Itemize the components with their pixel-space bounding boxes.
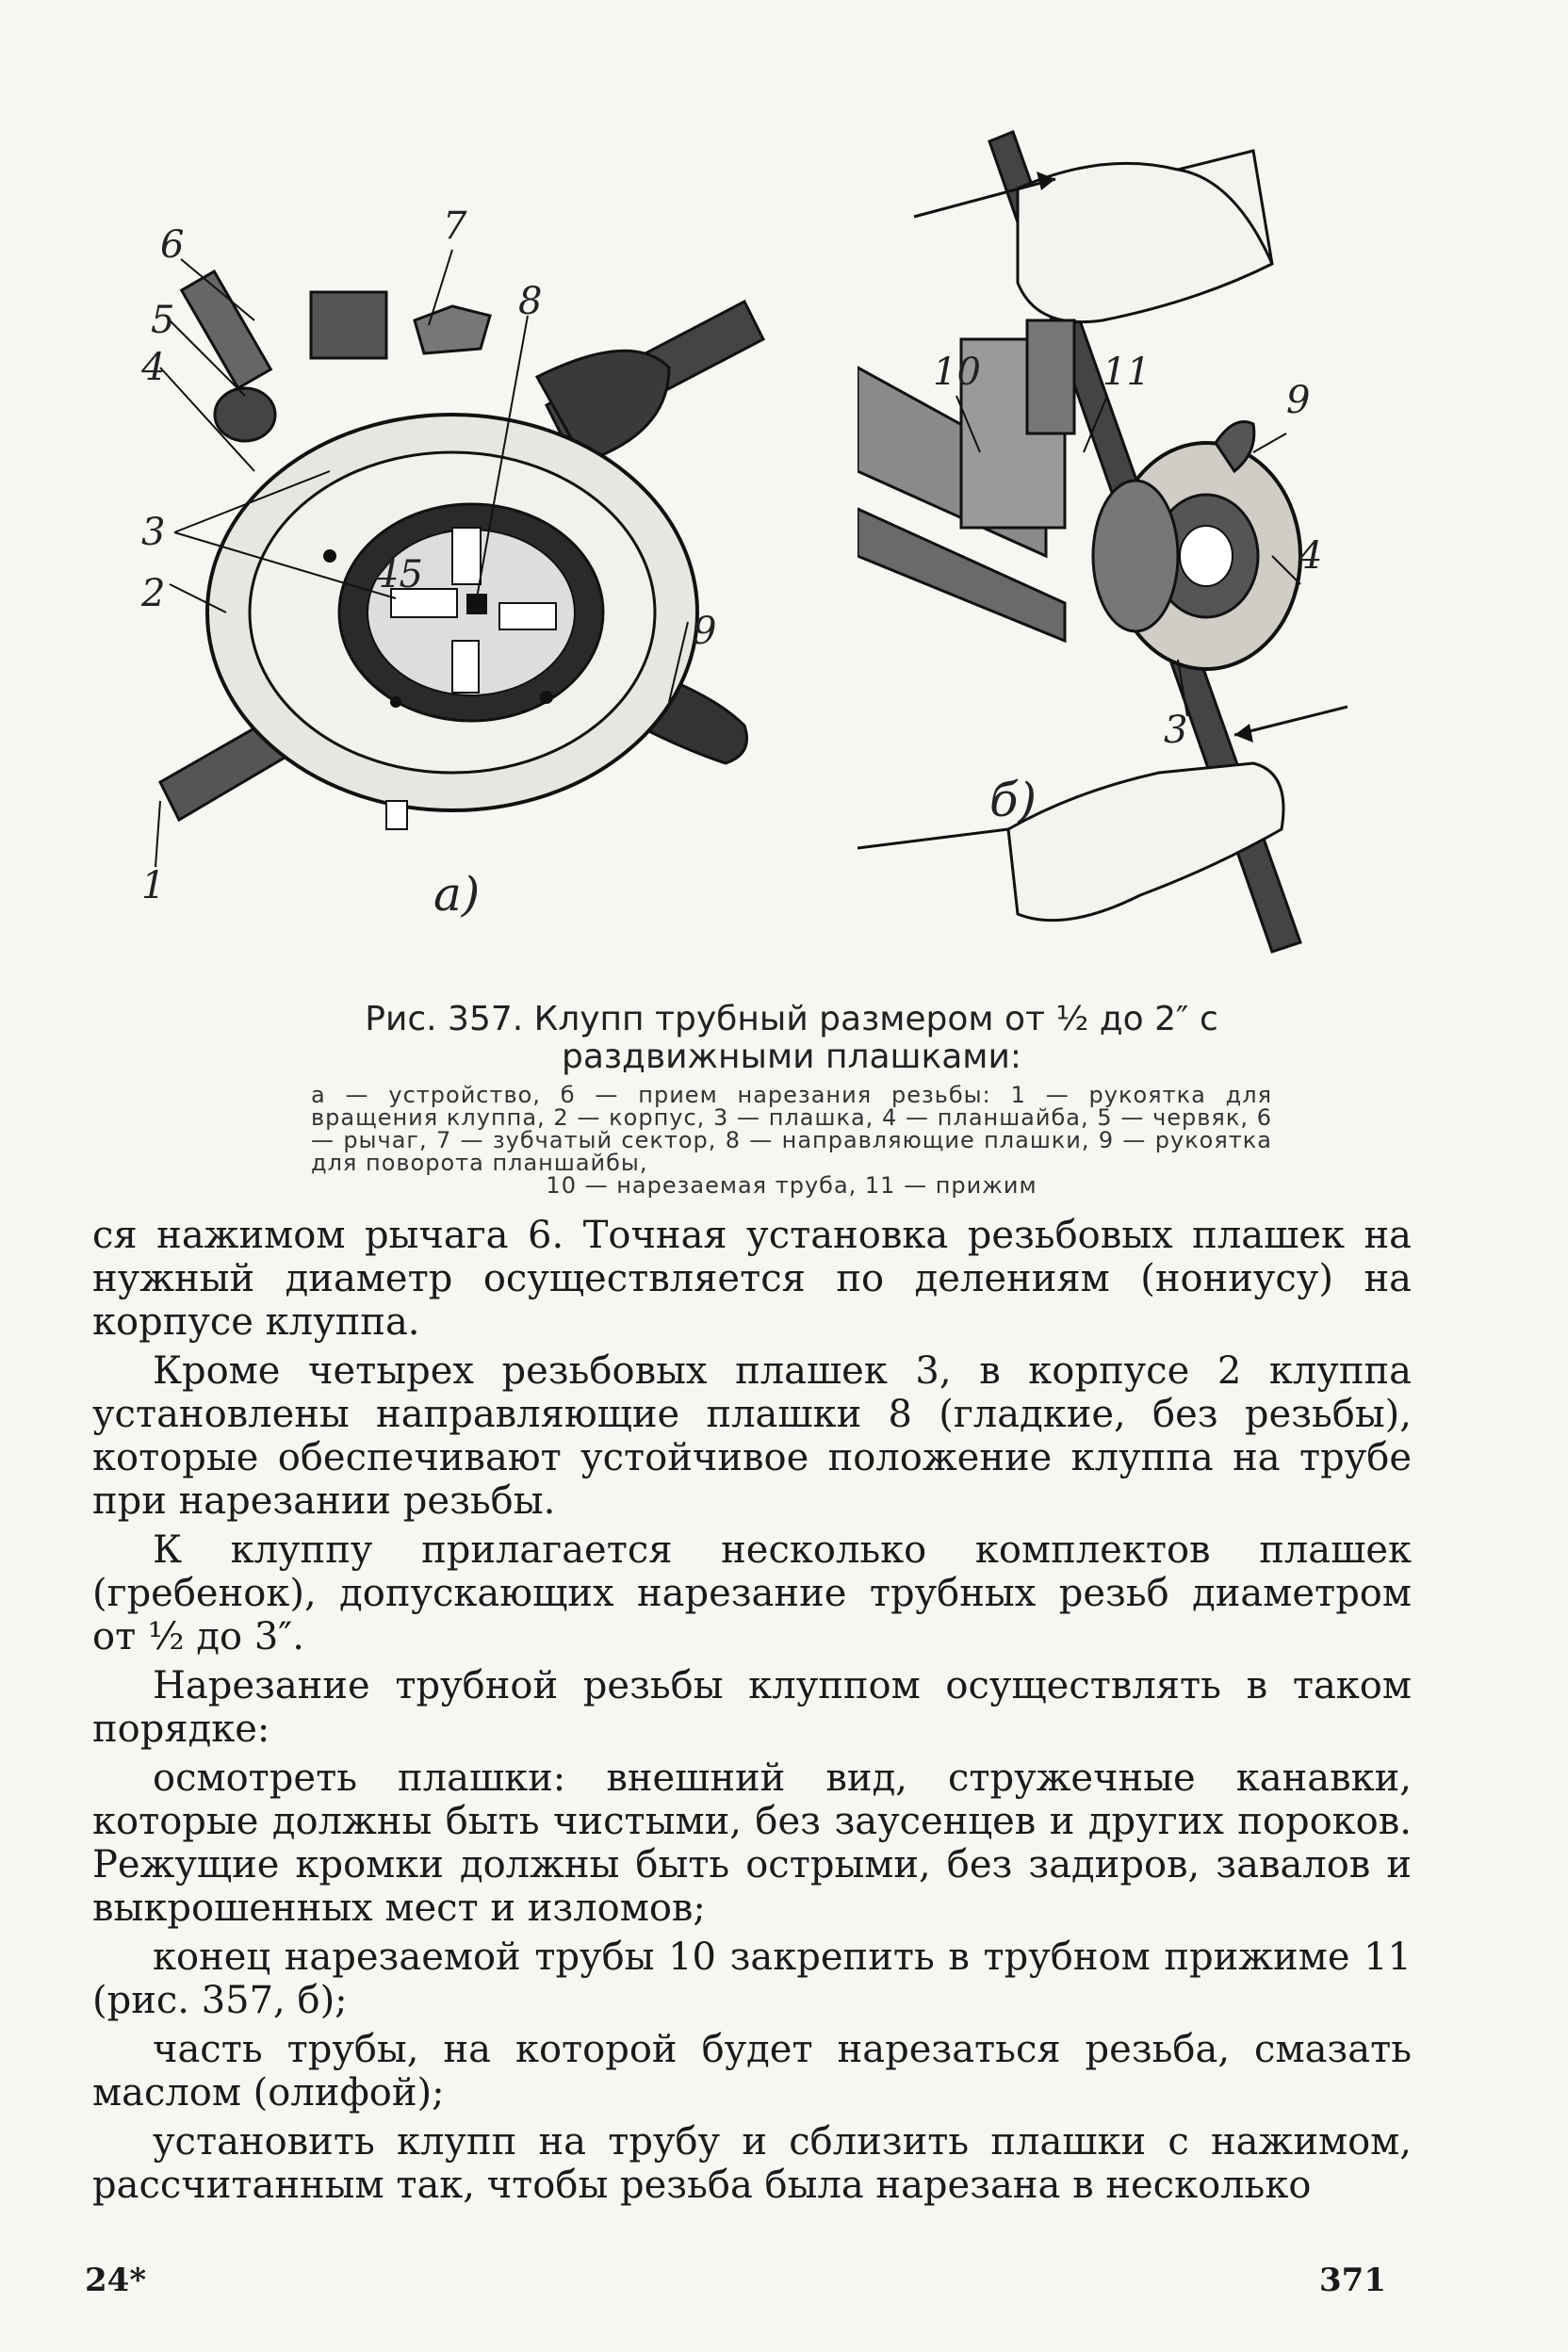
- callout-7: 7: [443, 204, 467, 248]
- list-item-lubricate: часть трубы, на которой будет нарезаться резьба, смазать маслом (олифой);: [92, 2028, 1412, 2115]
- caption-legend-text: а — устройство, б — прием нарезания резьбы: 1 — рукоятка для вращения клуппа, 2 — корпус, 3 — плашка, 4 — планшайба, 5 — червяк, 6 — рычаг, 7 — зубчатый сектор, 8 — направляющие плашки, 9 — рукоятка для поворота планшайбы,: [311, 1082, 1272, 1176]
- callout-6: 6: [160, 223, 185, 267]
- figure-b-threading-technique-illustration: [858, 113, 1442, 999]
- caption-legend-last-line: 10 — нарезаемая труба, 11 — прижим: [546, 1172, 1037, 1199]
- figure-caption-title: Рис. 357. Клупп трубный размером от ½ до 2″ с раздвижными плашками:: [365, 1000, 1218, 1076]
- figure-a-die-stock-illustration: [141, 204, 801, 933]
- callout-2: 2: [141, 572, 166, 615]
- page-number: 371: [1319, 2262, 1386, 2299]
- callout-10: 10: [933, 351, 981, 394]
- list-item-clamp-pipe: конец нарезаемой трубы 10 закрепить в трубном прижиме 11 (рис. 357, б);: [92, 1936, 1412, 2022]
- callout-b-3: 3: [1164, 709, 1188, 752]
- list-item-inspect-dies: осмотреть плашки: внешний вид, стружечные канавки, которые должны быть чистыми, без заусенцев и других пороков. Режущие кромки должны быть острыми, без задиров, завалов и выкрошенных мест и изломов;: [92, 1756, 1412, 1930]
- paragraph-2: Кроме четырех резьбовых плашек 3, в корпусе 2 клуппа установлены направляющие плашки 8 (гладкие, без резьбы), которые обеспечивают устойчивое положение клуппа на трубе при нарезании резьбы.: [92, 1349, 1412, 1523]
- body-text: [92, 1214, 1412, 2213]
- signature-mark: 24*: [85, 2262, 147, 2299]
- callout-3: 3: [141, 511, 166, 554]
- die-stock-drawing: [141, 217, 801, 933]
- paragraph-3: К клуппу прилагается несколько комплектов плашек (гребенок), допускающих нарезание трубных резьб диаметром от ½ до 3″.: [92, 1528, 1412, 1658]
- callout-5: 5: [151, 299, 175, 342]
- paragraph-4: Нарезание трубной резьбы клуппом осуществлять в таком порядке:: [92, 1664, 1412, 1751]
- figure-357: [141, 113, 1413, 999]
- callout-4: 4: [141, 346, 166, 389]
- threading-technique-drawing: [858, 113, 1442, 999]
- callout-8: 8: [518, 280, 543, 323]
- callout-1: 1: [141, 864, 166, 907]
- list-item-install-die-stock: установить клупп на трубу и сблизить плашки с нажимом, рассчитанным так, чтобы резьба была нарезана в несколько: [92, 2120, 1412, 2207]
- figure-caption-legend: [311, 1084, 1272, 1197]
- callout-9: 9: [693, 610, 717, 653]
- callout-b-9: 9: [1286, 379, 1311, 422]
- figure-b-label: б): [989, 773, 1037, 827]
- paragraph-1: ся нажимом рычага 6. Точная установка резьбовых плашек на нужный диаметр осуществляется по делениям (нониусу) на корпусе клуппа.: [92, 1214, 1412, 1344]
- callout-11: 11: [1102, 351, 1151, 394]
- figure-a-label: а): [433, 867, 481, 922]
- scale-mark-label: 45: [375, 553, 423, 596]
- callout-b-4: 4: [1298, 534, 1323, 578]
